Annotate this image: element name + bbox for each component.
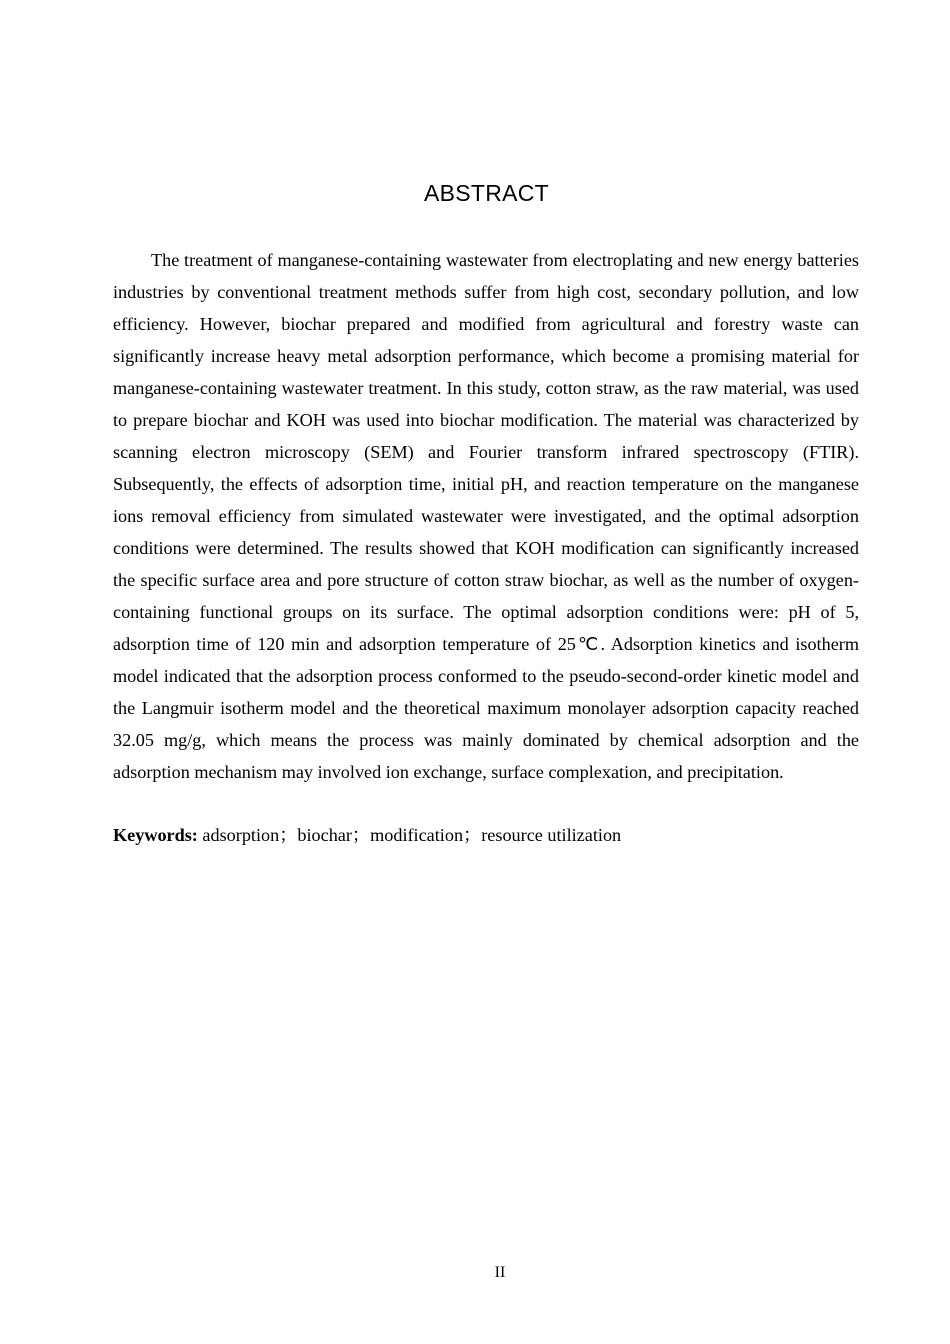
abstract-title: ABSTRACT: [423, 180, 550, 206]
abstract-body: The treatment of manganese-containing wastewater from electroplating and new energy batteries industries by conventional treatment methods suffer from high cost, secondary pollution, and low efficiency. However, biochar prepared and modified from agricultural and forestry waste can significantly increase heavy metal adsorption performance, which become a promising material for manganese-containing wastewater treatment. In this study, cotton straw, as the raw material, was used to prepare biochar and KOH was used into biochar modification. The material was characterized by scanning electron microscopy (SEM) and Fourier transform infrared spectroscopy (FTIR). Subsequently, the effects of adsorption time, initial pH, and reaction temperature on the manganese ions removal efficiency from simulated wastewater were investigated, and the optimal adsorption conditions were determined. The results showed that KOH modification can significantly increased the specific surface area and pore structure of cotton straw biochar, as well as the number of oxygen-containing functional groups on its surface. The optimal adsorption conditions were: pH of 5, adsorption time of 120 min and adsorption temperature of 25℃. Adsorption kinetics and isotherm model indicated that the adsorption process conformed to the pseudo-second-order kinetic model and the Langmuir isotherm model and the theoretical maximum monolayer adsorption capacity reached 32.05 mg/g, which means the process was mainly dominated by chemical adsorption and the adsorption mechanism may involved ion exchange, surface complexation, and precipitation.: [113, 250, 859, 782]
keywords-line: [113, 819, 859, 851]
keywords-label: Keywords:: [113, 825, 198, 845]
keywords-list: adsorption；biochar；modification；resource utilization: [197, 825, 622, 845]
page-number: II: [494, 1264, 506, 1281]
